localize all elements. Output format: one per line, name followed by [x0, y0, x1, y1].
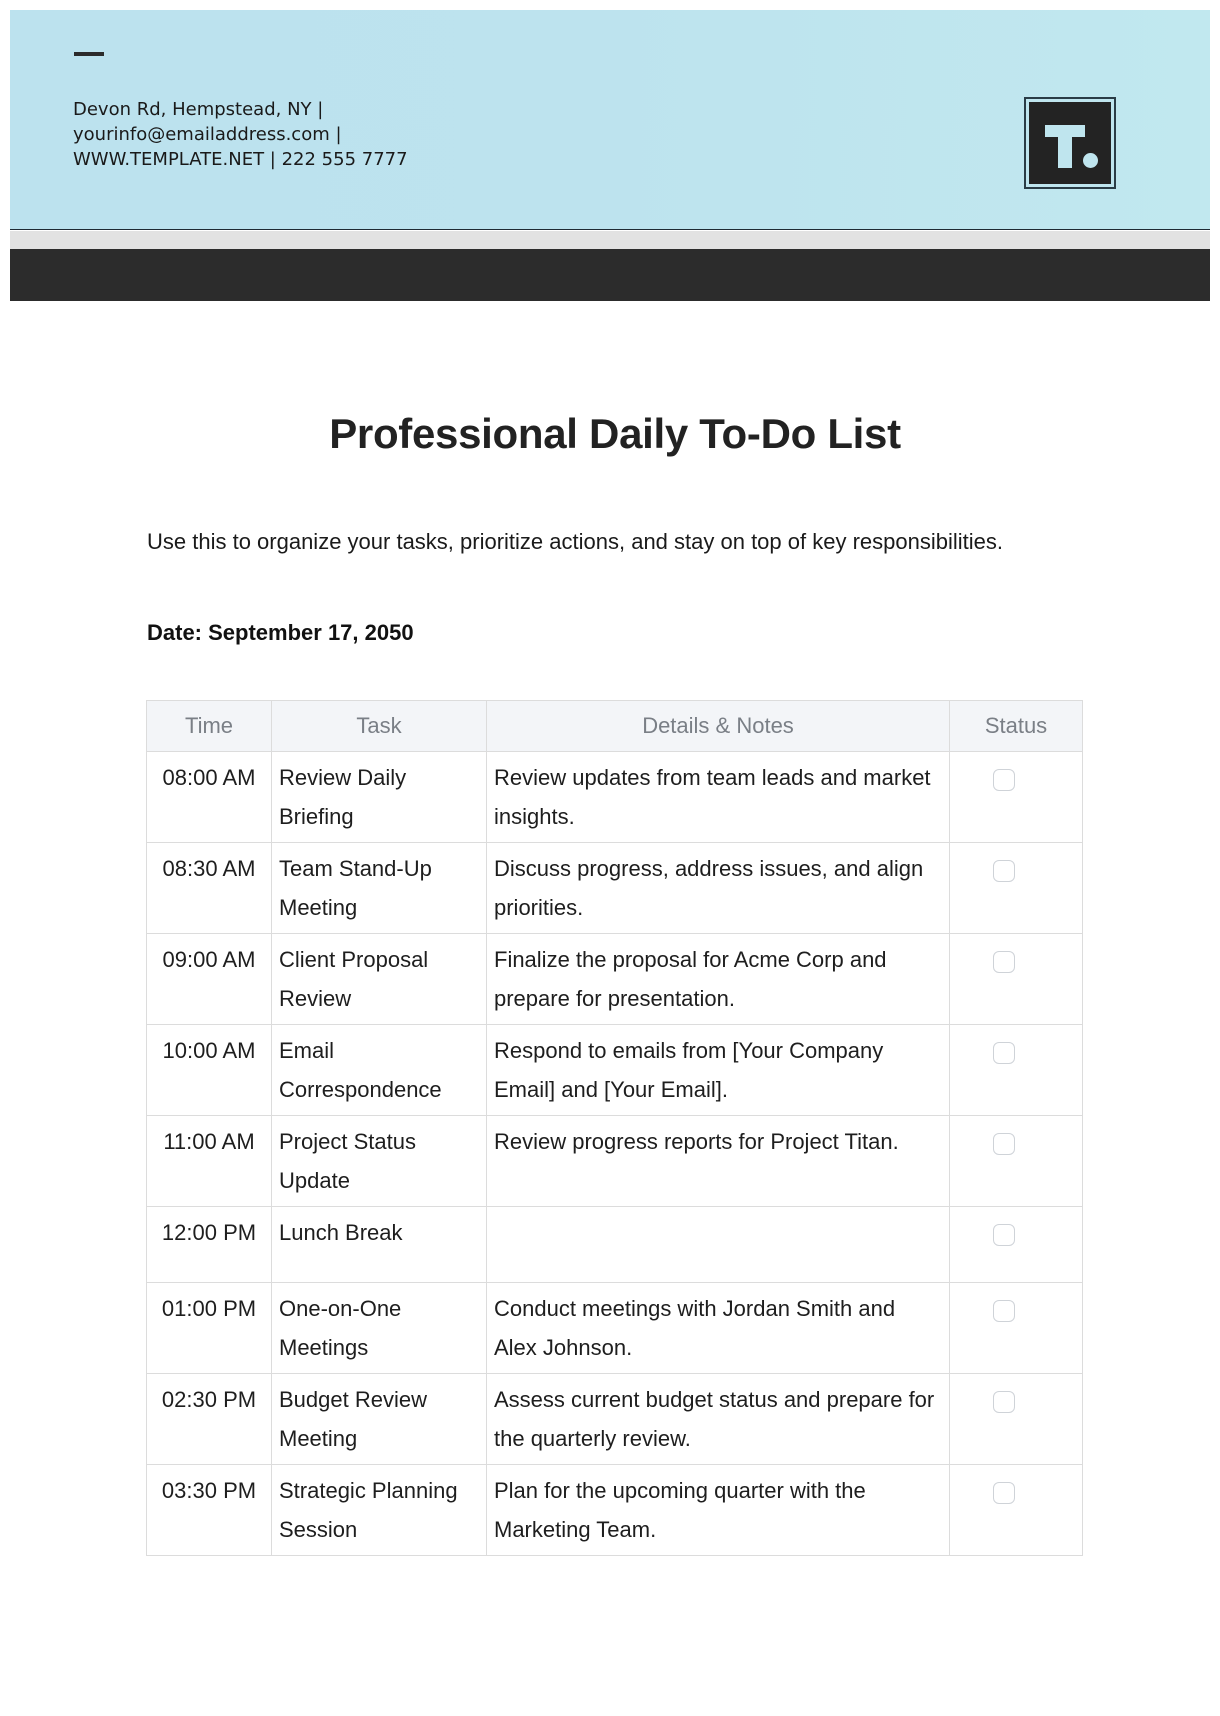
table-row — [147, 752, 1083, 843]
todo-table — [146, 700, 1083, 1556]
row-time: 09:00 AM — [147, 934, 272, 1025]
row-time: 03:30 PM — [147, 1465, 272, 1556]
column-header-time: Time — [147, 701, 272, 752]
table-row — [147, 1465, 1083, 1556]
row-task: Project Status Update — [272, 1116, 487, 1207]
row-status — [950, 1283, 1083, 1374]
row-time: 12:00 PM — [147, 1207, 272, 1283]
status-checkbox[interactable] — [993, 1042, 1015, 1064]
row-status — [950, 1465, 1083, 1556]
row-details: Plan for the upcoming quarter with the Marketing Team. — [487, 1465, 950, 1556]
row-time: 01:00 PM — [147, 1283, 272, 1374]
row-task: Budget Review Meeting — [272, 1374, 487, 1465]
status-checkbox[interactable] — [993, 1300, 1015, 1322]
row-task: Lunch Break — [272, 1207, 487, 1283]
status-checkbox[interactable] — [993, 1482, 1015, 1504]
table-header-row — [147, 701, 1083, 752]
row-details: Discuss progress, address issues, and align priorities. — [487, 843, 950, 934]
row-task: One-on-One Meetings — [272, 1283, 487, 1374]
row-details: Respond to emails from [Your Company Email] and [Your Email]. — [487, 1025, 950, 1116]
date-label: Date: September 17, 2050 — [147, 620, 414, 645]
row-task: Team Stand-Up Meeting — [272, 843, 487, 934]
column-header-task: Task — [272, 701, 487, 752]
contact-email: yourinfo@emailaddress.com | — [73, 124, 342, 145]
table-row — [147, 1374, 1083, 1465]
row-time: 08:00 AM — [147, 752, 272, 843]
row-status — [950, 934, 1083, 1025]
column-header-details: Details & Notes — [487, 701, 950, 752]
table-row — [147, 1207, 1083, 1283]
row-time: 10:00 AM — [147, 1025, 272, 1116]
table-row — [147, 843, 1083, 934]
header-light-band — [10, 231, 1210, 249]
company-logo-icon — [1024, 97, 1116, 189]
row-status — [950, 1207, 1083, 1283]
contact-website-phone: WWW.TEMPLATE.NET | 222 555 7777 — [73, 149, 408, 170]
row-task: Strategic Planning Session — [272, 1465, 487, 1556]
row-details: Assess current budget status and prepare for the quarterly review. — [487, 1374, 950, 1465]
letterhead-header — [10, 10, 1210, 230]
status-checkbox[interactable] — [993, 860, 1015, 882]
row-details: Review progress reports for Project Titan. — [487, 1116, 950, 1207]
header-dark-band — [10, 249, 1210, 301]
row-status — [950, 1374, 1083, 1465]
row-task: Review Daily Briefing — [272, 752, 487, 843]
row-details: Conduct meetings with Jordan Smith and Alex Johnson. — [487, 1283, 950, 1374]
status-checkbox[interactable] — [993, 769, 1015, 791]
row-time: 02:30 PM — [147, 1374, 272, 1465]
table-row — [147, 1116, 1083, 1207]
intro-text: Use this to organize your tasks, prioritize actions, and stay on top of key responsibilities. — [147, 529, 1003, 554]
row-task: Email Correspondence — [272, 1025, 487, 1116]
row-time: 11:00 AM — [147, 1116, 272, 1207]
row-details: Review updates from team leads and market insights. — [487, 752, 950, 843]
table-row — [147, 934, 1083, 1025]
contact-address: Devon Rd, Hempstead, NY | — [73, 99, 324, 120]
status-checkbox[interactable] — [993, 1391, 1015, 1413]
column-header-status: Status — [950, 701, 1083, 752]
row-status — [950, 1025, 1083, 1116]
row-details — [487, 1207, 950, 1283]
header-dash-decoration — [74, 52, 104, 56]
status-checkbox[interactable] — [993, 1133, 1015, 1155]
row-status — [950, 752, 1083, 843]
status-checkbox[interactable] — [993, 951, 1015, 973]
contact-info — [73, 97, 408, 172]
table-row — [147, 1025, 1083, 1116]
row-details: Finalize the proposal for Acme Corp and prepare for presentation. — [487, 934, 950, 1025]
row-time: 08:30 AM — [147, 843, 272, 934]
page-title: Professional Daily To-Do List — [329, 410, 901, 457]
table-row — [147, 1283, 1083, 1374]
row-status — [950, 843, 1083, 934]
row-status — [950, 1116, 1083, 1207]
status-checkbox[interactable] — [993, 1224, 1015, 1246]
row-task: Client Proposal Review — [272, 934, 487, 1025]
